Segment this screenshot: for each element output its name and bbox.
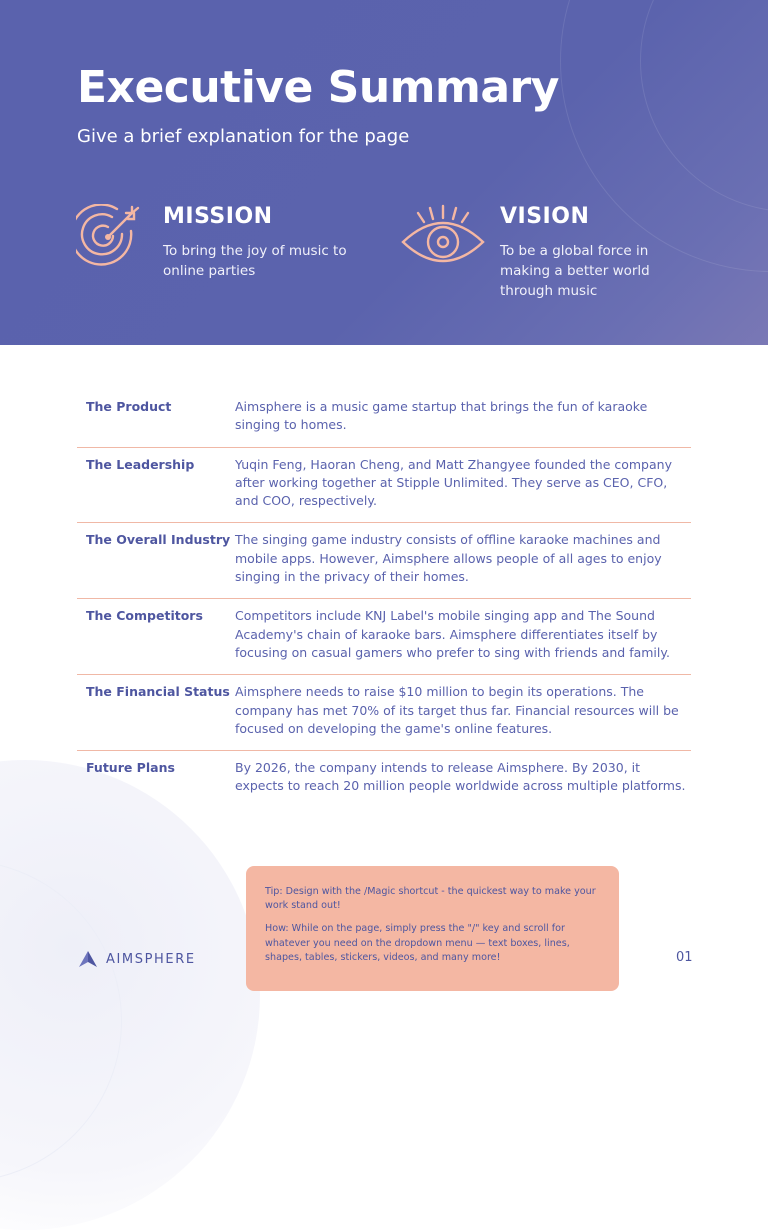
- tip-text: Tip: Design with the /Magic shortcut - the quickest way to make your work stand out!: [265, 886, 596, 912]
- row-text: Yuqin Feng, Haoran Cheng, and Matt Zhangyee founded the company after working together at Stipple Unlimited. They serve as CEO, CFO, and COO, respectively.: [235, 456, 672, 509]
- tip-box: [246, 866, 619, 991]
- row-text: Aimsphere needs to raise $10 million to begin its operations. The company has met 70% of its target thus far. Financial resources will be focused on developing the game's online features.: [235, 684, 679, 736]
- target-icon: [76, 204, 148, 272]
- row-text: The singing game industry consists of offline karaoke machines and mobile apps. However, Aimsphere allows people of all ages to enjoy singing in the privacy of their homes.: [235, 532, 662, 585]
- page-number: 01: [676, 950, 693, 965]
- brand-name: AIMSPHERE: [106, 951, 196, 967]
- vision-title: VISION: [500, 204, 590, 229]
- row-label: The Overall Industry: [86, 532, 231, 548]
- row-label: The Financial Status: [86, 684, 230, 700]
- tip-how-text: How: While on the page, simply press the "/" key and scroll for whatever you need on the dropdown menu — text boxes, lines, shapes, tables, stickers, videos, and many more!: [265, 923, 570, 963]
- summary-table: [77, 390, 691, 808]
- brand-logo: [78, 950, 196, 968]
- table-row: [77, 675, 691, 751]
- row-text: Competitors include KNJ Label's mobile singing app and The Sound Academy's chain of karaoke bars. Aimsphere differentiates itself by focusing on casual gamers who prefer to sing with friends and family.: [235, 608, 670, 660]
- row-label: The Leadership: [86, 456, 195, 472]
- mission-title: MISSION: [163, 204, 273, 229]
- header-banner: [0, 0, 768, 345]
- row-label: The Product: [86, 399, 172, 414]
- eye-icon: [400, 204, 486, 268]
- row-label: Future Plans: [86, 760, 175, 776]
- vision-text: To be a global force in making a better world through music: [500, 243, 650, 299]
- row-text: Aimsphere is a music game startup that brings the fun of karaoke singing to homes.: [235, 399, 648, 433]
- mission-text: To bring the joy of music to online parties: [163, 243, 347, 279]
- table-row: [77, 390, 691, 448]
- row-label: The Competitors: [86, 608, 203, 624]
- page-subtitle: Give a brief explanation for the page: [77, 126, 410, 147]
- table-row: [77, 751, 691, 808]
- table-row: [77, 523, 691, 599]
- aimsphere-logo-icon: [78, 950, 98, 968]
- row-text: By 2026, the company intends to release Aimsphere. By 2030, it expects to reach 20 million people worldwide across multiple platforms.: [235, 760, 686, 794]
- page-title: Executive Summary: [77, 62, 559, 113]
- table-row: [77, 448, 691, 524]
- table-row: [77, 599, 691, 675]
